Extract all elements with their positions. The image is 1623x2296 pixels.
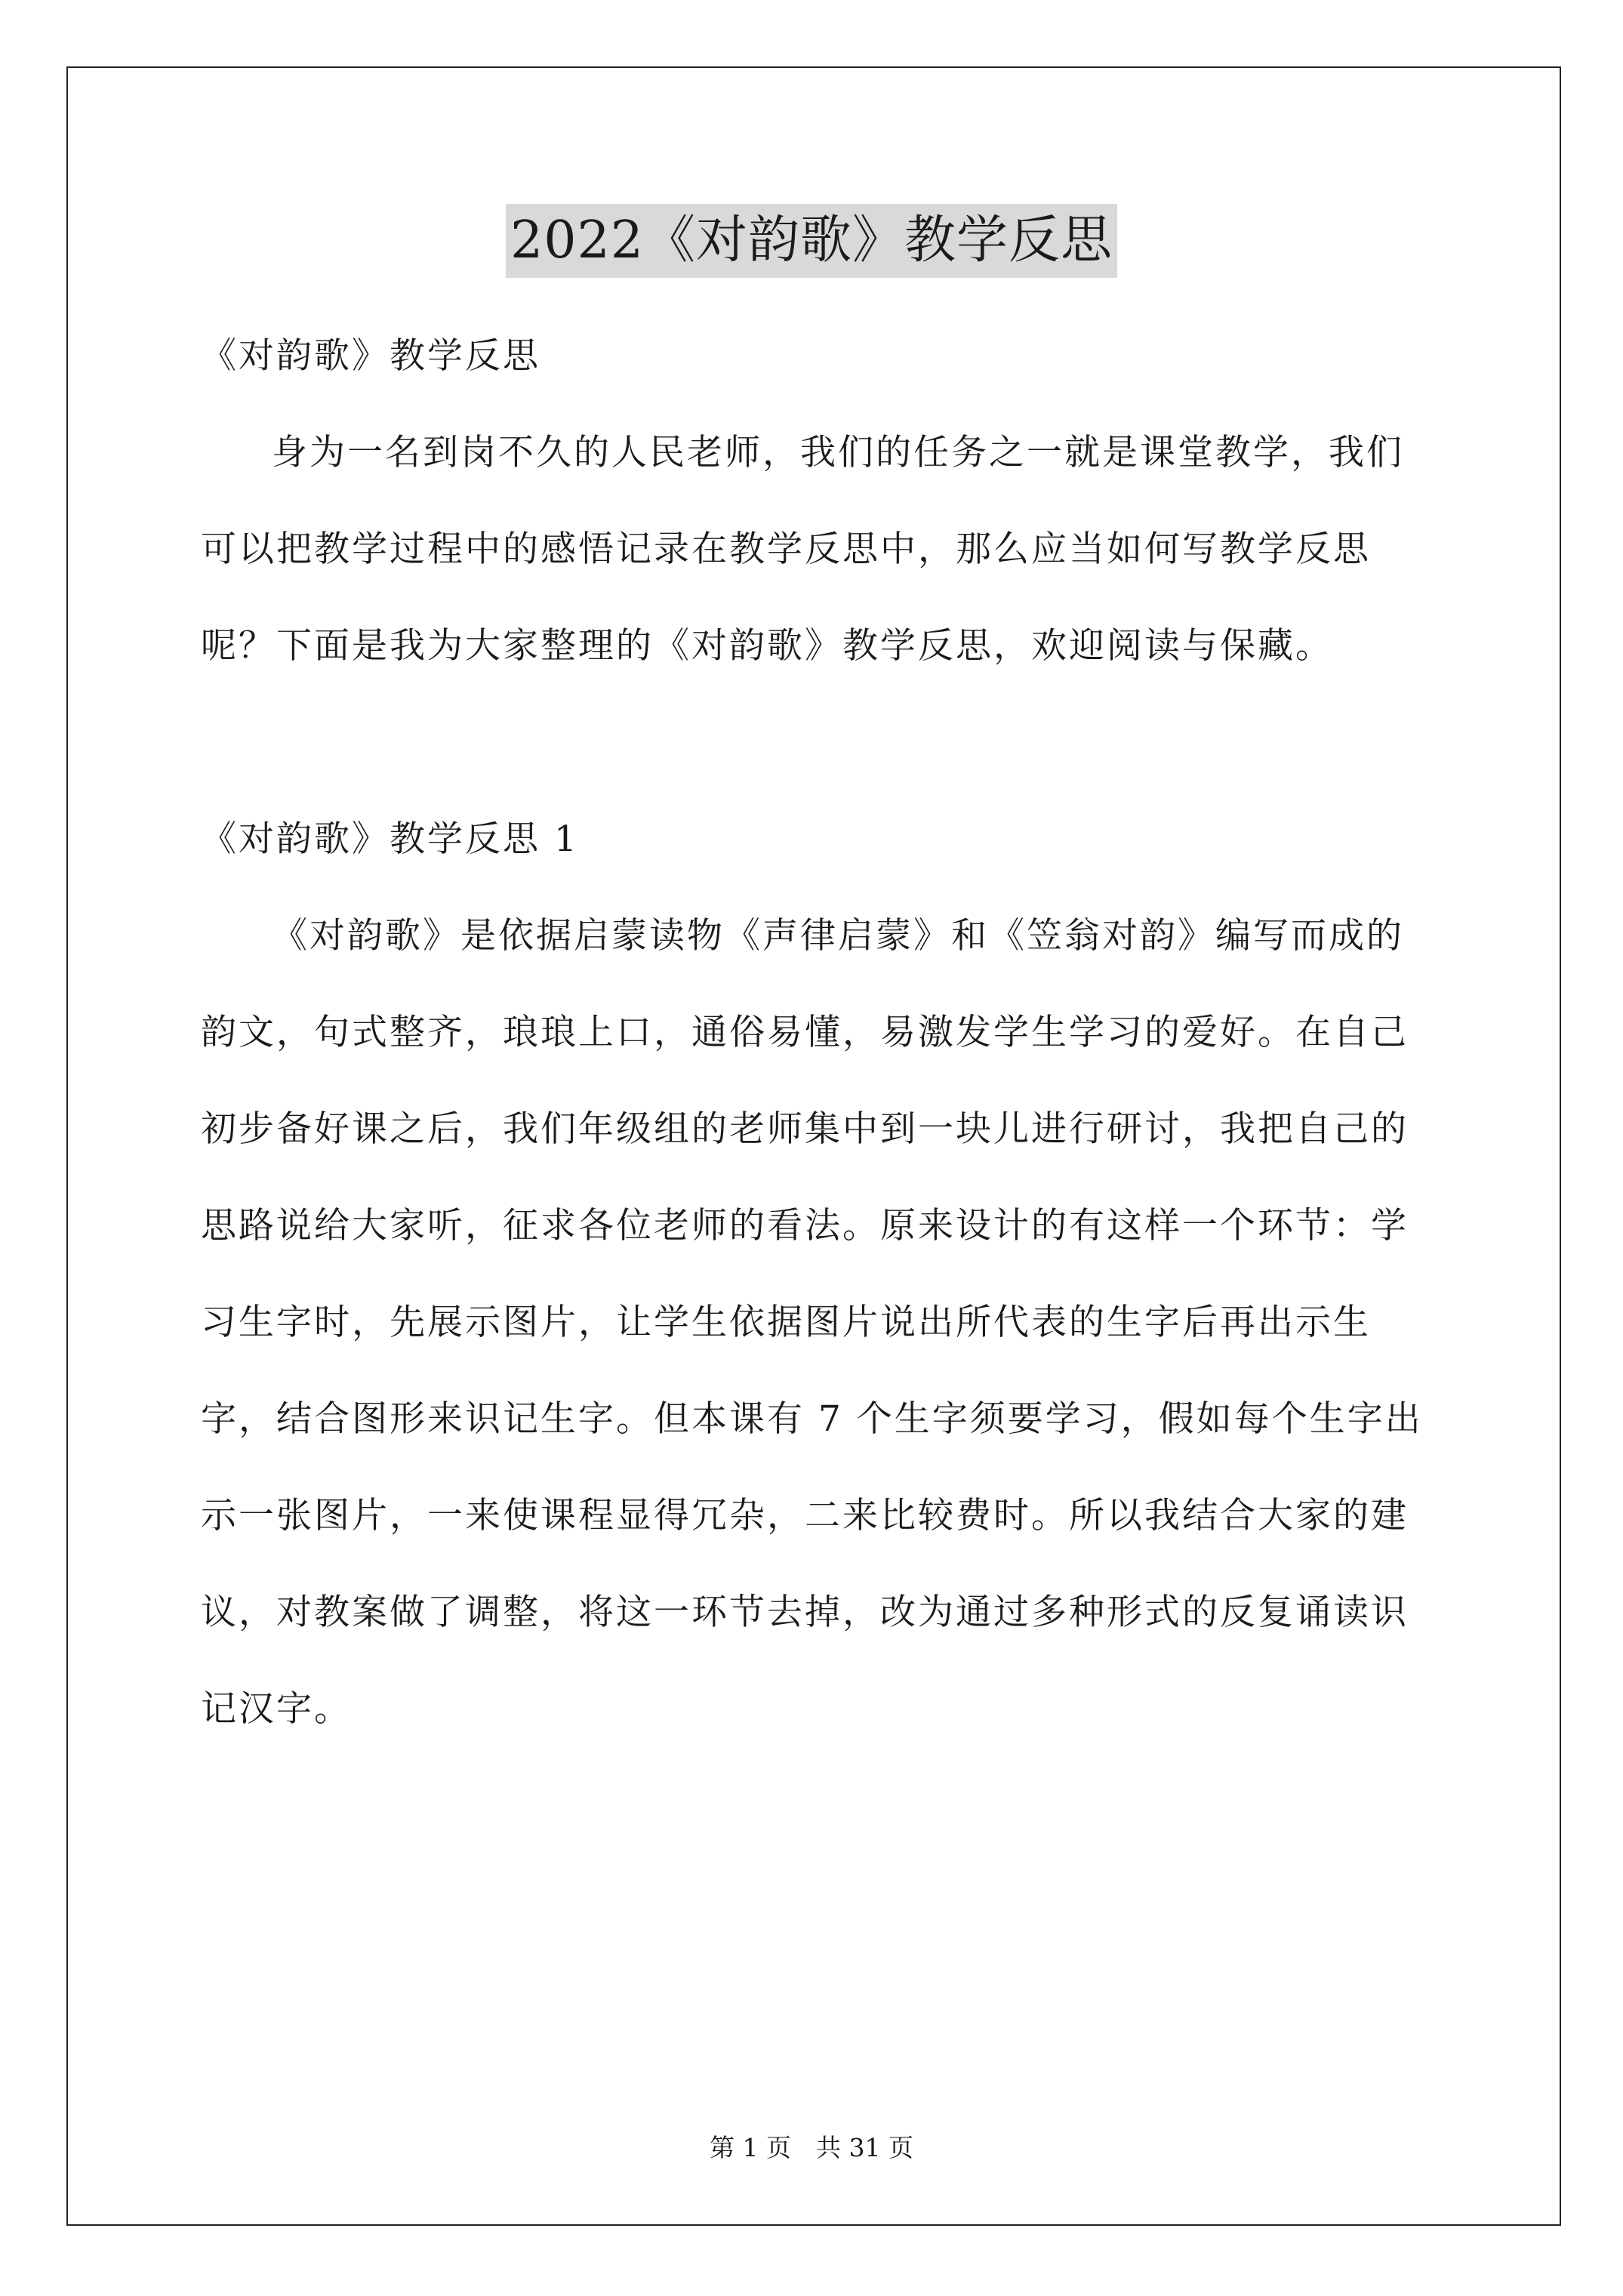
title-container — [0, 204, 1623, 278]
intro-paragraph: 身为一名到岗不久的人民老师，我们的任务之一就是课堂教学，我们可以把教学过程中的感悟记录在教学反思中，那么应当如何写教学反思呢？下面是我为大家整理的《对韵歌》教学反思，欢迎阅读与保藏。 — [201, 432, 1404, 667]
section-spacer — [201, 695, 1437, 791]
document-title: 2022《对韵歌》教学反思 — [506, 204, 1117, 278]
page-footer: 第 1 页 共 31 页 — [710, 2133, 913, 2162]
document-body — [201, 308, 1437, 1758]
subtitle: 《对韵歌》教学反思 — [201, 335, 540, 377]
section-heading: 《对韵歌》教学反思 1 — [201, 818, 579, 860]
section-paragraph: 《对韵歌》是依据启蒙读物《声律启蒙》和《笠翁对韵》编写而成的韵文，句式整齐，琅琅上口，通俗易懂，易激发学生学习的爱好。在自己初步备好课之后，我们年级组的老师集中到一块儿进行研讨，我把自己的思路说给大家听，征求各位老师的看法。原来设计的有这样一个环节：学习生字时，先展示图片，让学生依据图片说出所代表的生字后再出示生字，结合图形来识记生字。但本课有 7 个生字须要学习，假如每个生字出示一张图片，一来使课程显得冗杂，二来比较费时。所以我结合大家的建议，对教案做了调整，将这一环节去掉，改为通过多种形式的反复诵读识记汉字。 — [201, 915, 1423, 1730]
